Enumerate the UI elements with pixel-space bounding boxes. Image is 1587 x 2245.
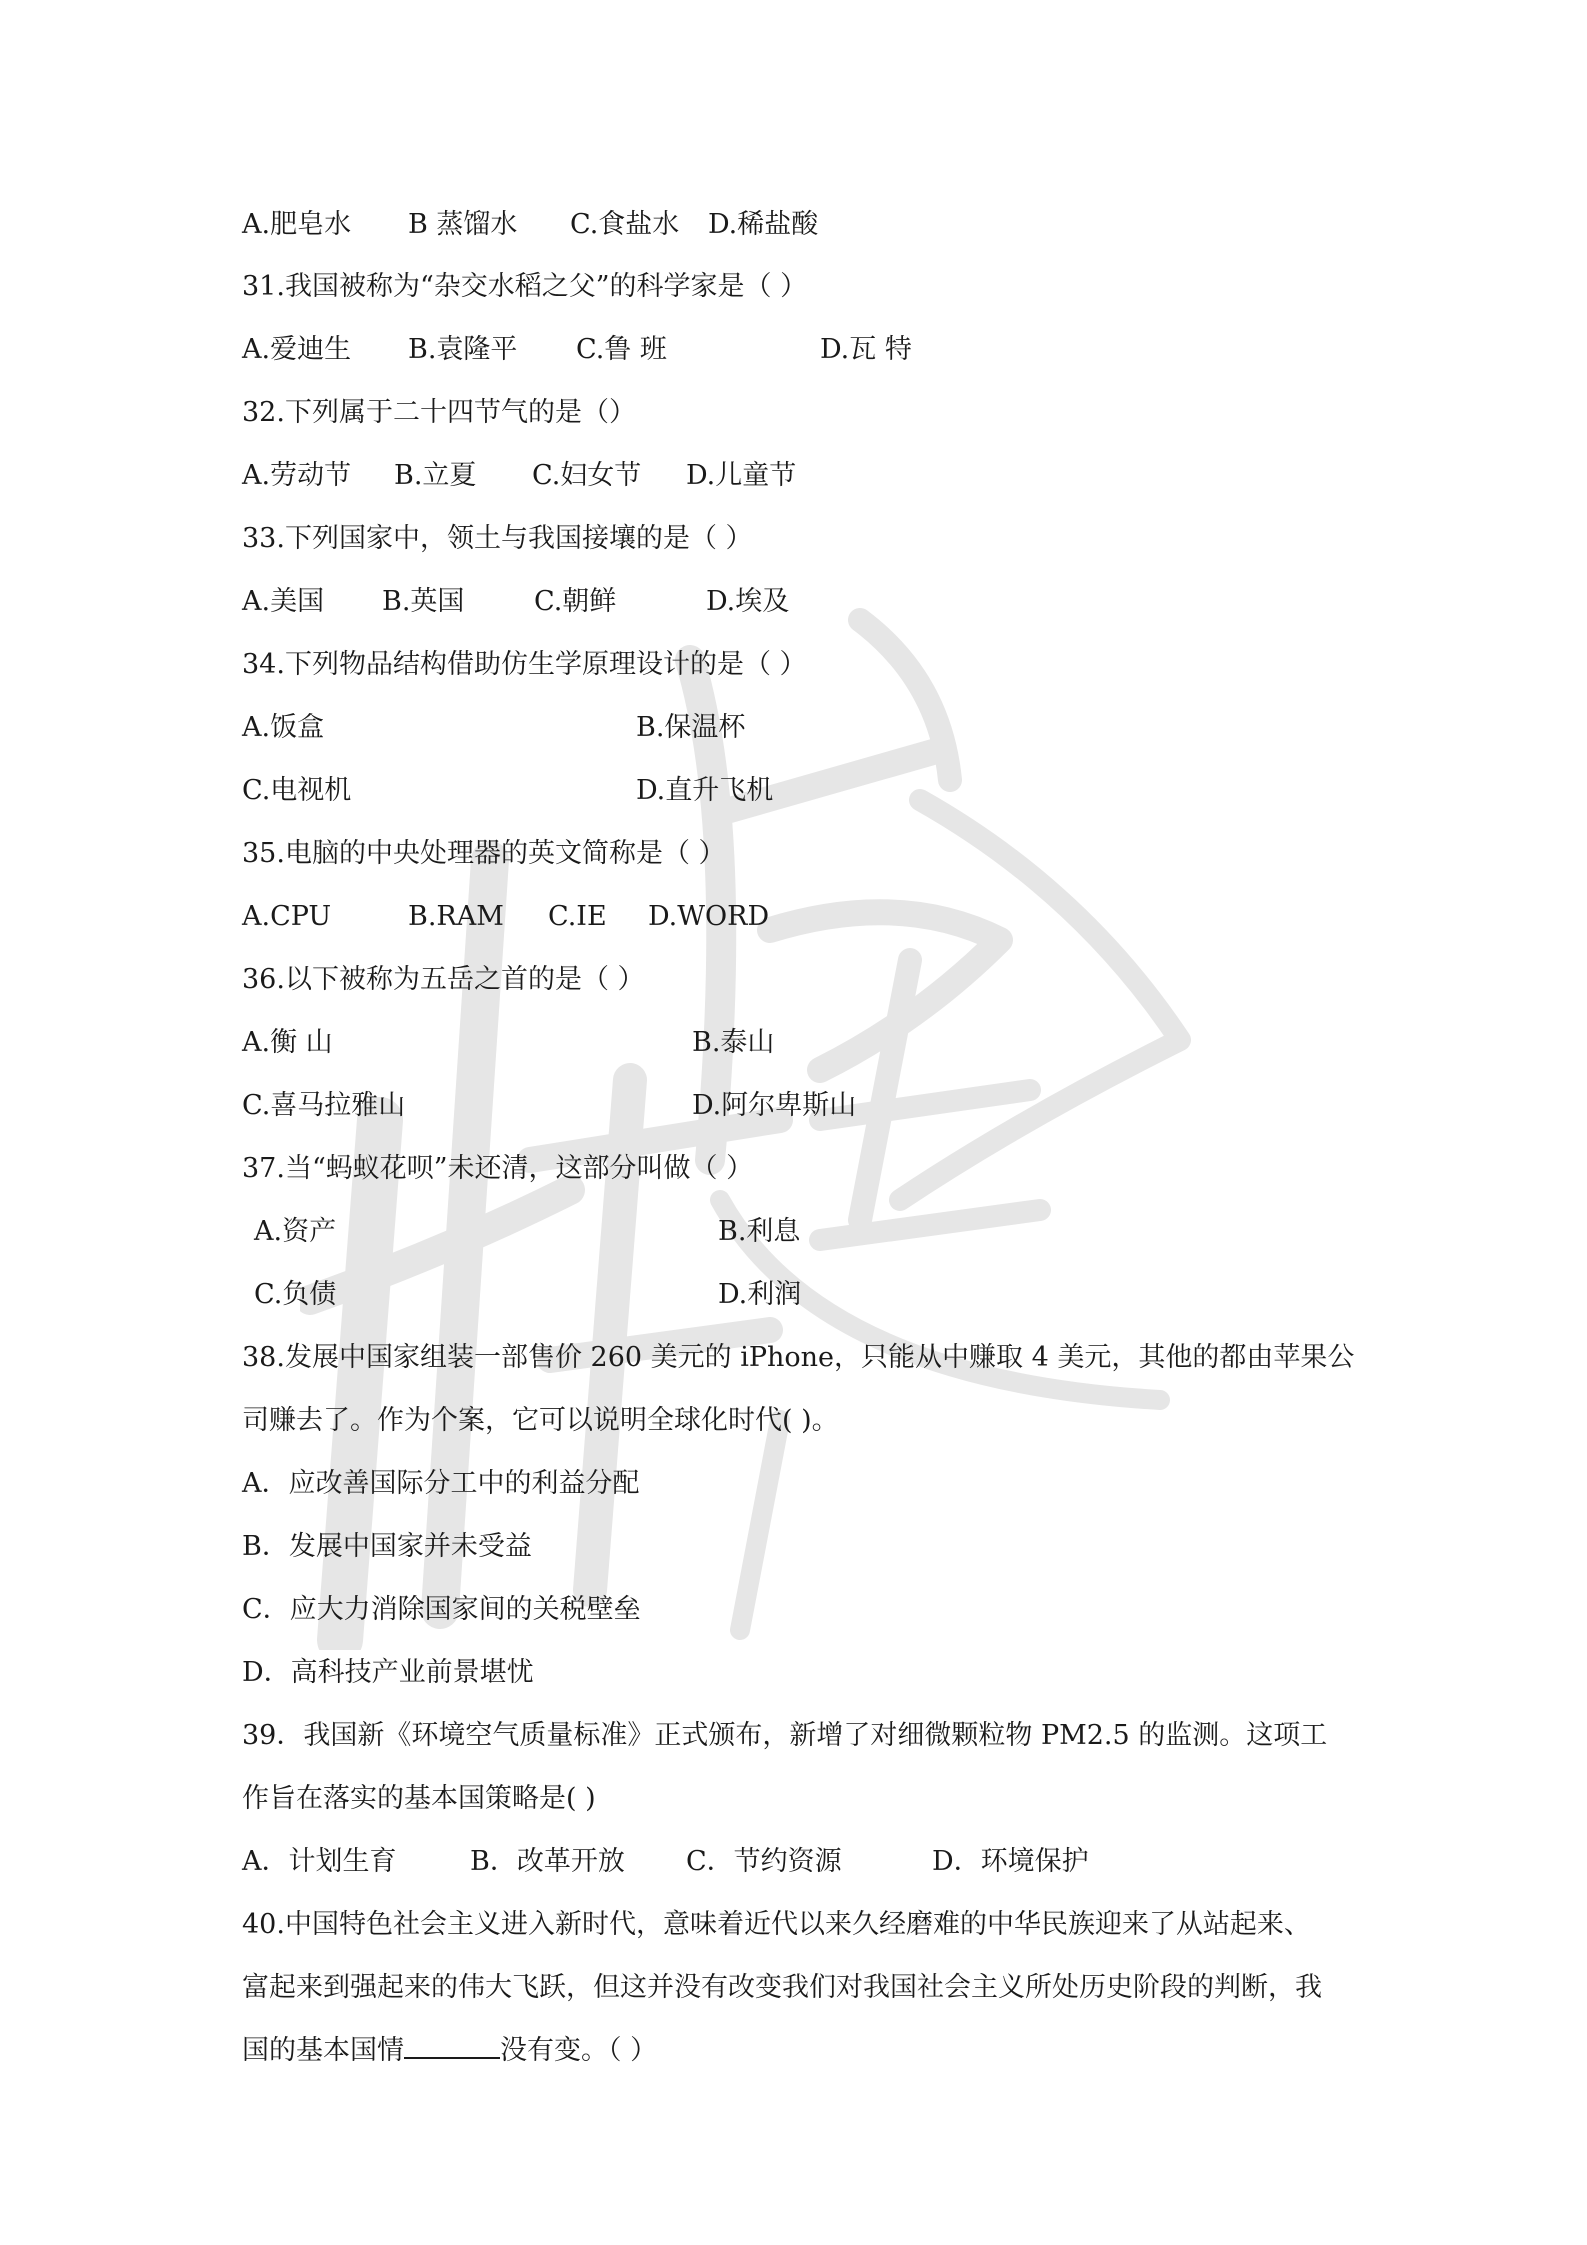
question-38-option-c: C．应大力消除国家间的关税壁垒 — [242, 1594, 641, 1625]
option-d: D.阿尔卑斯山 — [692, 1090, 857, 1121]
question-37-options-row1 — [254, 1215, 954, 1249]
question-36-stem: 36.以下被称为五岳之首的是（ ） — [242, 964, 645, 995]
option-d: D.WORD — [648, 901, 770, 932]
option-a: A.爱迪生 — [242, 334, 352, 365]
question-34-stem: 34.下列物品结构借助仿生学原理设计的是（ ） — [242, 649, 807, 680]
option-c: C.鲁 班 — [576, 334, 667, 365]
option-d: D.稀盐酸 — [708, 209, 819, 240]
question-40-stem-line-3 — [242, 2034, 657, 2068]
question-39-stem-line-1: 39．我国新《环境空气质量标准》正式颁布，新增了对细微颗粒物 PM2.5 的监测。这项工 — [242, 1720, 1328, 1751]
stem-text-end: 没有变。（ ） — [500, 2035, 658, 2066]
option-c: C.负债 — [254, 1279, 337, 1310]
question-38-stem-line-1: 38.发展中国家组装一部售价 260 美元的 iPhone，只能从中赚取 4 美元，其他的都由苹果公 — [242, 1342, 1355, 1373]
question-39-options — [242, 1845, 1142, 1879]
option-b: B.英国 — [382, 586, 465, 617]
option-d: D．环境保护 — [932, 1846, 1089, 1877]
question-32-options — [242, 459, 942, 493]
option-a: A.美国 — [242, 586, 325, 617]
option-c: C.食盐水 — [570, 209, 680, 240]
question-33-stem: 33.下列国家中，领土与我国接壤的是（ ） — [242, 523, 753, 554]
option-d: D.埃及 — [706, 586, 790, 617]
question-33-options — [242, 585, 942, 619]
question-31-stem: 31.我国被称为“杂交水稻之父”的科学家是（ ） — [242, 271, 808, 302]
option-a: A.饭盒 — [242, 712, 325, 743]
option-a: A.CPU — [242, 901, 332, 932]
option-b: B.利息 — [718, 1216, 801, 1247]
question-40-stem-line-1: 40.中国特色社会主义进入新时代，意味着近代以来久经磨难的中华民族迎来了从站起来、 — [242, 1909, 1311, 1940]
question-36-options-row1 — [242, 1026, 942, 1060]
option-c: C.朝鲜 — [534, 586, 617, 617]
question-37-options-row2 — [254, 1278, 954, 1312]
option-b: B.立夏 — [394, 460, 477, 491]
option-d: D.利润 — [718, 1279, 802, 1310]
question-35-options — [242, 900, 942, 934]
option-b: B.袁隆平 — [408, 334, 518, 365]
question-39-stem-line-2: 作旨在落实的基本国策略是( ) — [242, 1783, 596, 1814]
option-d: D.瓦 特 — [820, 334, 912, 365]
question-38-stem-line-2: 司赚去了。作为个案，它可以说明全球化时代( )。 — [242, 1405, 839, 1436]
stem-text-start: 国的基本国情 — [242, 2035, 404, 2066]
question-37-stem: 37.当“蚂蚁花呗”未还清，这部分叫做（ ） — [242, 1153, 754, 1184]
question-38-option-a: A．应改善国际分工中的利益分配 — [242, 1468, 640, 1499]
question-38-option-b: B．发展中国家并未受益 — [242, 1531, 532, 1562]
option-b: B.泰山 — [692, 1027, 775, 1058]
question-36-options-row2 — [242, 1089, 942, 1123]
option-c: C．节约资源 — [686, 1846, 842, 1877]
option-b: B．改革开放 — [470, 1846, 625, 1877]
question-34-options-row2 — [242, 774, 942, 808]
option-b: B 蒸馏水 — [408, 209, 518, 240]
fill-in-blank — [404, 2035, 500, 2059]
option-d: D.直升飞机 — [636, 775, 774, 806]
question-31-options — [242, 333, 942, 367]
question-35-stem: 35.电脑的中央处理器的英文简称是（ ） — [242, 838, 726, 869]
option-a: A.资产 — [254, 1216, 337, 1247]
option-a: A.劳动节 — [242, 460, 352, 491]
option-a: A.衡 山 — [242, 1027, 333, 1058]
question-30-options — [242, 208, 942, 242]
question-40-stem-line-2: 富起来到强起来的伟大飞跃，但这并没有改变我们对我国社会主义所处历史阶段的判断，我 — [242, 1972, 1322, 2003]
question-34-options-row1 — [242, 711, 942, 745]
option-c: C.电视机 — [242, 775, 352, 806]
option-d: D.儿童节 — [686, 460, 797, 491]
option-a: A.肥皂水 — [242, 209, 352, 240]
option-a: A．计划生育 — [242, 1846, 397, 1877]
question-38-option-d: D．高科技产业前景堪忧 — [242, 1657, 534, 1688]
question-32-stem: 32.下列属于二十四节气的是（） — [242, 397, 636, 428]
option-b: B.保温杯 — [636, 712, 746, 743]
option-b: B.RAM — [408, 901, 504, 932]
option-c: C.IE — [548, 901, 607, 932]
option-c: C.喜马拉雅山 — [242, 1090, 406, 1121]
option-c: C.妇女节 — [532, 460, 642, 491]
